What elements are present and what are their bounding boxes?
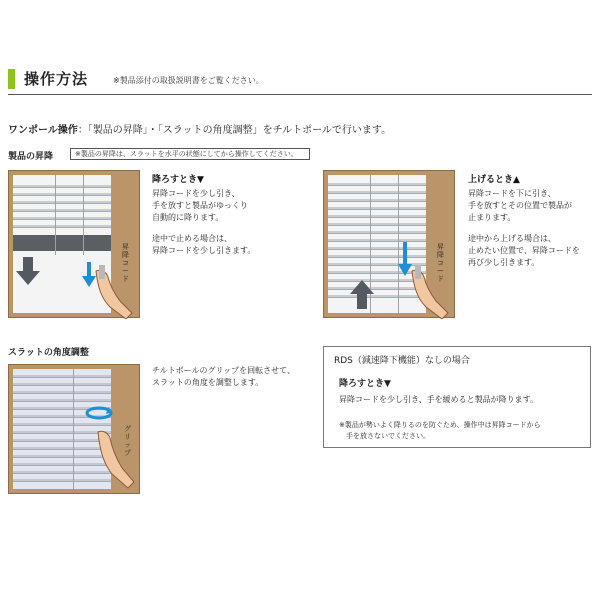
operation-description: ：「製品の昇降」・「スラットの角度調整」をチルトポールで行います。 <box>77 125 392 136</box>
raise-text-2: 途中から上げる場合は、 止めたい位置で、昇降コードを 再び少し引きます。 <box>468 234 580 267</box>
lower-title: 降ろすとき▼ <box>152 175 204 185</box>
header-accent-bar <box>8 69 15 89</box>
raise-title: 上げるとき▲ <box>468 175 520 185</box>
slat-section-label: スラットの角度調整 <box>8 348 89 358</box>
rotate-arrow-icon <box>84 405 114 421</box>
rds-box <box>323 346 591 448</box>
hand-icon <box>90 265 134 319</box>
lower-text-2: 途中で止める場合は、 昇降コードを少し引きます。 <box>152 234 256 255</box>
operation-label: ワンポール操作 <box>8 125 78 136</box>
lift-section-label: 製品の昇降 <box>8 152 54 162</box>
operation-heading <box>8 121 391 136</box>
header-note: ※製品添付の取扱説明書をご覧ください。 <box>113 76 264 85</box>
raise-text: 昇降コードを下に引き、 手を放すとその位置で製品が 止まります。 <box>468 189 572 222</box>
hand-icon-3 <box>92 428 136 490</box>
up-arrow-icon <box>348 280 376 310</box>
header-divider <box>8 94 592 95</box>
rds-note: ※製品が勢いよく降りるのを防ぐため、操作中は昇降コードから 手を放さないでください。 <box>339 421 541 440</box>
cord-label-lower: 昇降コード <box>122 243 129 283</box>
down-arrow-icon <box>14 255 44 289</box>
page-title: 操作方法 <box>24 70 89 88</box>
page-header <box>8 67 592 97</box>
rds-title: RDS（減速降下機能）なしの場合 <box>334 356 470 366</box>
slat-text: チルトポールのグリップを回転させて、 スラットの角度を調整します。 <box>152 366 295 387</box>
hand-icon-2 <box>406 265 450 319</box>
bottom-rail <box>13 235 111 251</box>
lower-text: 昇降コードを少し引き、 手を放すと製品がゆっくり 自動的に降ります。 <box>152 189 248 222</box>
rds-text: 昇降コードを少し引き、手を緩めると製品が降ります。 <box>339 395 539 404</box>
rds-step-title: 降ろすとき▼ <box>339 379 391 389</box>
lift-note-box: ※製品の昇降は、スラットを水平の状態にしてから操作してください。 <box>70 148 310 160</box>
cord-label-raise: 昇降コード <box>437 243 444 283</box>
grip-label: グリップ <box>124 425 131 457</box>
